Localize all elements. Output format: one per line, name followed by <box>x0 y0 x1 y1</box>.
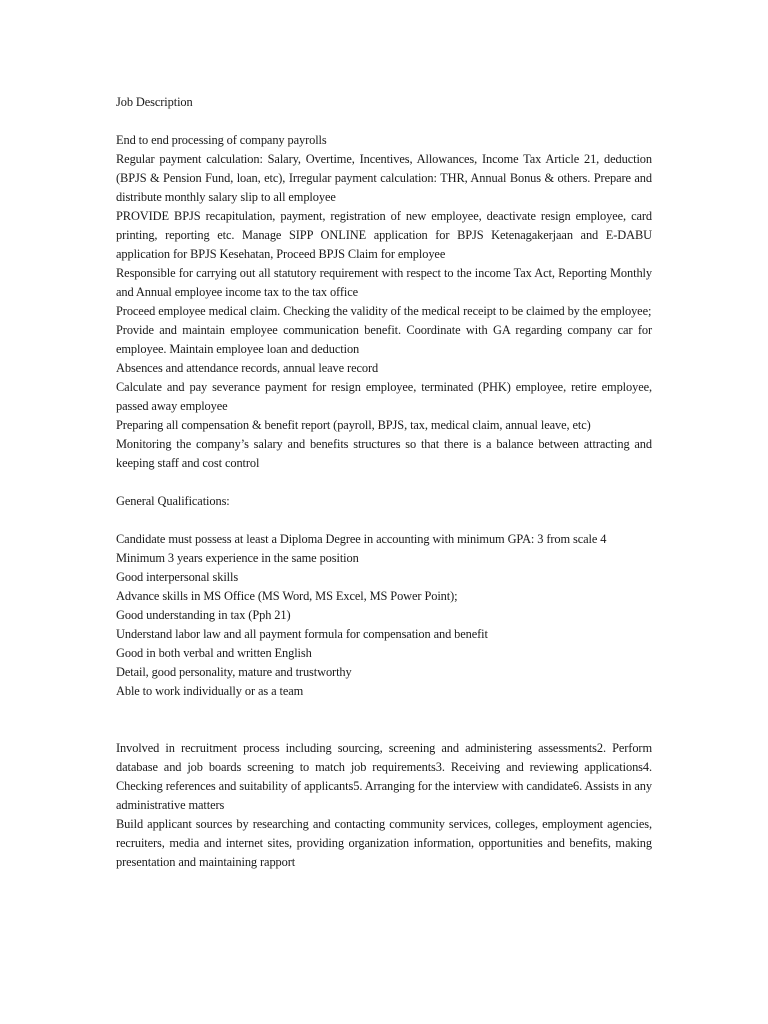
job-description-item: PROVIDE BPJS recapitulation, payment, registration of new employee, deactivate resign employee, card printing, reporting etc. Manage SIPP ONLINE application for BPJS Ketenagakerjaan and E-DABU application for BPJS Kesehatan, Proceed BPJS Claim for employee <box>116 209 652 261</box>
qualification-item: Good understanding in tax (Pph 21) <box>116 608 291 622</box>
job-description-item: Provide and maintain employee communication benefit. Coordinate with GA regarding company car for employee. Maintain employee loan and deduction <box>116 323 652 356</box>
job-description-heading: Job Description <box>116 95 193 109</box>
document-page <box>116 93 652 872</box>
spacer <box>116 511 652 530</box>
general-qualifications-heading: General Qualifications: <box>116 494 230 508</box>
job-description-item: Proceed employee medical claim. Checking the validity of the medical receipt to be claimed by the employee; <box>116 304 652 318</box>
job-description-item: End to end processing of company payrolls <box>116 133 327 147</box>
qualification-item: Able to work individually or as a team <box>116 684 304 698</box>
qualification-item: Understand labor law and all payment formula for compensation and benefit <box>116 627 488 641</box>
job-description-item: Monitoring the company’s salary and benefits structures so that there is a balance between attracting and keeping staff and cost control <box>116 437 652 470</box>
qualification-item: Minimum 3 years experience in the same position <box>116 551 359 565</box>
qualification-item: Detail, good personality, mature and trustworthy <box>116 665 352 679</box>
qualification-item: Good interpersonal skills <box>116 570 239 584</box>
qualification-item: Advance skills in MS Office (MS Word, MS Excel, MS Power Point); <box>116 589 458 603</box>
recruitment-item: Involved in recruitment process including sourcing, screening and administering assessments2. Perform database and job boards screening to match job requirements3. Receiving and reviewing applications4. Checking references and suitability of applicants5. Arranging for the interview with candidate6. Assists in any administrative matters <box>116 741 652 812</box>
qualification-item: Good in both verbal and written English <box>116 646 312 660</box>
qualification-item: Candidate must possess at least a Diploma Degree in accounting with minimum GPA: 3 from scale 4 <box>116 532 607 546</box>
spacer <box>116 112 652 131</box>
spacer <box>116 701 652 739</box>
recruitment-item: Build applicant sources by researching and contacting community services, colleges, employment agencies, recruiters, media and internet sites, providing organization information, opportunities and benefits, making presentation and maintaining rapport <box>116 817 652 869</box>
job-description-item: Regular payment calculation: Salary, Overtime, Incentives, Allowances, Income Tax Article 21, deduction (BPJS & Pension Fund, loan, etc), Irregular payment calculation: THR, Annual Bonus & others. Prepare and distribute monthly salary slip to all employee <box>116 152 652 204</box>
job-description-item: Responsible for carrying out all statutory requirement with respect to the income Tax Act, Reporting Monthly and Annual employee income tax to the tax office <box>116 266 652 299</box>
job-description-item: Calculate and pay severance payment for resign employee, terminated (PHK) employee, retire employee, passed away employee <box>116 380 652 413</box>
job-description-item: Preparing all compensation & benefit report (payroll, BPJS, tax, medical claim, annual leave, etc) <box>116 418 591 432</box>
job-description-item: Absences and attendance records, annual leave record <box>116 361 379 375</box>
spacer <box>116 473 652 492</box>
